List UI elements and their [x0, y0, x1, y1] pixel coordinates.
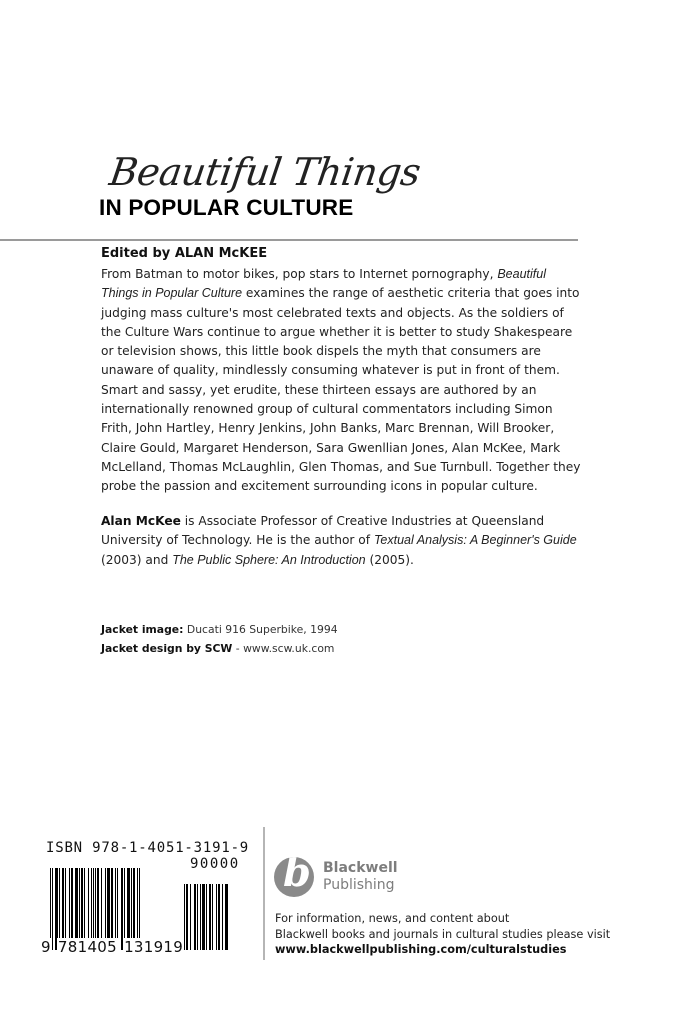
addon-bars: [184, 884, 243, 950]
title-main: IN POPULAR CULTURE: [99, 195, 354, 220]
blurb-paragraph: [101, 265, 581, 497]
book-title: Beautiful Things in Popular Culture: [101, 267, 546, 301]
editor-line: [101, 246, 267, 261]
bio-text: (2003) and: [101, 552, 173, 567]
blurb-text: From Batman to motor bikes, pop stars to Internet pornography,: [101, 267, 498, 281]
blurb-text: examines the range of aesthetic criteria that goes into judging mass culture's most celebrated texts and objects. As the soldiers of the Culture Wars continue to argue whether it is better to study Shakespeare or television shows, this little book dispels the myth that consumers are unaware of quality, mindlessly consuming whatever is put in front of them. Smart and sassy, yet erudite, these thirteen essays are authored by an internationally renowned group of cultural commentators including Simon Frith, John Hartley, Henry Jenkins, John Banks, Marc Brennan, Will Brooker, Claire Gould, Margaret Henderson, Sara Gwenllian Jones, Alan McKee, Mark McLelland, Thomas McLaughlin, Glen Thomas, and Sue Turnbull. Together they probe the passion and excitement surrounding icons in popular culture.: [101, 286, 581, 494]
bio-book-1: Textual Analysis: A Beginner's Guide: [373, 533, 577, 548]
publisher-name-line2: Publishing: [323, 877, 395, 893]
jacket-credits: [101, 621, 338, 658]
addon-number: 90000: [190, 856, 240, 872]
jacket-design-credit: [101, 640, 338, 659]
editor-prefix: Edited by: [101, 246, 175, 261]
author-name: Alan McKee: [101, 514, 181, 528]
publisher-name: [323, 860, 398, 894]
title-script: Beautiful Things: [106, 150, 424, 194]
credit-label: Jacket design by SCW: [101, 641, 233, 655]
credit-value: Ducati 916 Superbike, 1994: [183, 623, 338, 636]
credit-value: - www.scw.uk.com: [232, 641, 335, 655]
header-rule: [0, 239, 578, 241]
vertical-divider: [263, 827, 265, 960]
bio-text: is Associate Professor of Creative Industries at Queensland University of Technology. He is the author of: [101, 514, 545, 548]
ean-left-group: 781405: [57, 938, 117, 956]
info-line: For information, news, and content about: [275, 912, 510, 925]
ean-first-digit: 9: [41, 938, 51, 956]
editor-name: ALAN McKEE: [174, 246, 268, 261]
bio-text: (2005).: [365, 552, 414, 567]
author-bio: [101, 512, 581, 570]
jacket-image-credit: [101, 621, 338, 640]
info-line: Blackwell books and journals in cultural studies please visit: [275, 927, 611, 941]
bio-book-2: The Public Sphere: An Introduction: [172, 552, 366, 567]
barcode: [40, 840, 265, 960]
isbn-text: ISBN 978-1-4051-3191-9: [46, 840, 250, 856]
publisher-logo-icon: [274, 857, 314, 897]
credit-label: Jacket image:: [101, 623, 184, 636]
publisher-url[interactable]: www.blackwellpublishing.com/culturalstudies: [275, 943, 567, 956]
ean-number: [40, 938, 184, 956]
logo-glyph: b: [283, 857, 311, 896]
publisher-info: [275, 911, 610, 958]
publisher-name-line1: Blackwell: [323, 860, 398, 876]
ean-right-group: 131919: [124, 938, 184, 956]
